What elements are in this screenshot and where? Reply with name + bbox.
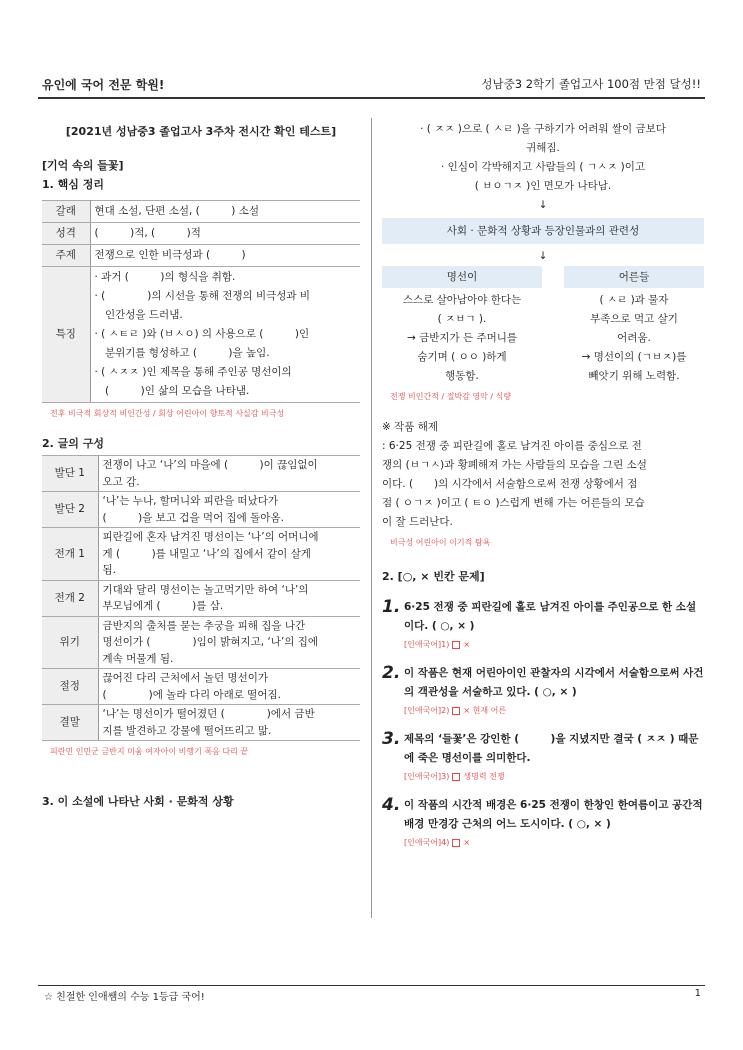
table-row [42,705,360,741]
row-content [98,580,360,616]
note-title: ※ 작품 해제 [382,421,439,433]
question-item [382,730,704,782]
table-row [42,669,360,705]
source-label: [인애국어]3) [404,772,450,781]
row-content [90,245,360,267]
flag-icon [452,839,460,847]
row-line: ‘나’는 누나, 할머니와 피란을 떠났다가 [102,495,279,507]
question-source [404,771,704,782]
flag-icon [452,641,460,649]
adults-head: 어른들 [564,266,704,288]
row-line: 분위기를 형성하고 ( )을 높임. [94,347,270,359]
question-text: 이 작품의 시간적 배경은 6·25 전쟁이 한창인 한여름이고 공간적 배경 만경강 근처의 어느 도시이다. ( ○, × ) [404,799,703,830]
row-label: 절정 [42,669,98,705]
footer-slogan: ☆ 친절한 인애쌤의 수능 1등급 국어! [44,992,205,1003]
myeongseon-head: 명선이 [382,266,542,288]
row-content [98,705,360,741]
question-text: 6·25 전쟁 중 피란길에 홀로 남겨진 아이를 주인공으로 한 소설이다. ( ○, × ) [404,601,697,632]
context-line: · ( ㅈㅈ )으로 ( ㅅㄹ )을 구하기가 어려워 쌀이 금보다 [420,123,666,135]
context-line: ( ㅂㅇㄱㅈ )인 면모가 나타남. [474,180,612,192]
context-line: · 인심이 각박해지고 사람들의 ( ㄱㅅㅈ )이고 [441,161,645,173]
question-item [382,598,704,650]
row-line: 기대와 달리 명선이는 놀고먹기만 하여 ‘나’의 [102,583,309,596]
row-line: 게 ( )를 내밀고 ‘나’의 집에서 같이 살게 [102,547,311,560]
question-list [382,598,704,848]
row-line: 인간성을 드러냄. [94,309,183,321]
page-number: 1 [694,988,701,999]
table-row [42,456,360,492]
adults-line: 어려움. [617,332,651,344]
table-row [42,528,360,581]
row-content [98,528,360,581]
down-arrow: ↓ [538,199,548,211]
row-content [90,223,360,245]
table-row [42,580,360,616]
structure-table [42,455,360,741]
work-title: [기억 속의 들꽃] [42,159,124,172]
row-label: 위기 [42,616,98,669]
row-line: 됨. [102,564,116,576]
myeongseon-box [382,266,542,386]
row-line: 계속 머물게 됨. [102,652,174,665]
row-line: · 과거 ( )의 형식을 취함. [94,271,236,283]
row-content [90,201,360,223]
question-item [382,796,704,848]
myeongseon-line: 행동함. [445,370,479,382]
left-column [42,118,360,809]
row-line: 명선이가 ( )임이 밝혀지고, ‘나’의 집에 [102,636,319,648]
question-body [404,796,704,848]
row-line: ‘나’는 명선이가 떨어졌던 ( )에서 금반 [102,708,315,720]
table-row [42,201,360,223]
section2-title: 2. 글의 구성 [42,437,104,450]
row-label: 발단 1 [42,456,98,492]
row-content [90,267,360,403]
row-label: 전개 1 [42,528,98,581]
question-source [404,705,704,716]
note-body [382,437,704,532]
note-answers: 비극성 어린아이 이기적 탐욕 [390,538,491,547]
character-compare [382,266,704,386]
section2-answers: 피란민 인민군 금반지 미움 여자아이 비행기 폭음 다리 끝 [50,747,249,756]
table-row [42,492,360,528]
row-content [98,456,360,492]
note-line: 쟁의 (ㅂㄱㅅ)과 황폐해져 가는 사람들의 모습을 그린 소설 [382,459,647,471]
question-number: 2. [382,663,401,683]
row-content [98,669,360,705]
row-line: 끊어진 다리 근처에서 놀던 명선이가 [102,672,268,684]
section1-answers: 전후 비극적 회상적 비인간성 / 회상 어린아이 향토적 사실감 비극성 [50,409,285,418]
row-line: ( )을 보고 겁을 먹어 집에 돌아옴. [102,511,284,524]
row-content [98,492,360,528]
row-label: 발단 2 [42,492,98,528]
row-content [98,616,360,669]
flag-icon [452,707,460,715]
section1-title: 1. 핵심 정리 [42,178,104,191]
down-arrow: ↓ [538,250,548,262]
row-line: 부모님에게 ( )를 삼. [102,600,224,612]
answer-key: 생명력 전쟁 [463,772,505,781]
context-lines [382,120,704,196]
test-title: [2021년 성남중3 졸업고사 3주차 전시간 확인 테스트] [65,125,337,138]
row-line: 지를 발견하고 강물에 떨어뜨리고 맒. [102,724,272,737]
note-line: : 6·25 전쟁 중 피란길에 홀로 남겨진 아이를 중심으로 전 [382,440,642,452]
answer-key: × [463,640,471,649]
question-number: 3. [382,729,401,749]
row-line: ( )에 놀라 다리 아래로 떨어짐. [102,688,281,701]
row-label: 결말 [42,705,98,741]
myeongseon-line: → 금반지가 든 주머니를 [406,332,518,344]
note-line: 이 잘 드러난다. [382,516,453,528]
header-academy: 유인에 국어 전문 학원! [42,78,165,92]
note-line: 이다. ( )의 시각에서 서술함으로써 전쟁 상황에서 점 [382,478,638,490]
row-label: 주제 [42,245,90,267]
header-goal: 성남중3 2학기 졸업고사 100점 만점 달성!! [481,77,701,91]
section3-title: 3. 이 소설에 나타난 사회 · 문화적 상황 [42,795,234,808]
row-line: ( )적, ( )적 [94,227,201,239]
row-label: 전개 2 [42,580,98,616]
context-line: 귀해짐. [526,142,560,154]
header-divider [38,97,705,99]
row-line: · ( ㅅㅌㄹ )와 (ㅂㅅㅇ) 의 사용으로 ( )인 [94,328,310,340]
question-number: 1. [382,597,401,617]
adults-line: ( ㅅㄹ )과 물자 [599,294,669,306]
row-line: · ( )의 시선을 통해 전쟁의 비극성과 비 [94,290,311,302]
question-source [404,837,704,848]
myeongseon-line: 숨기며 ( ㅇㅇ )하게 [417,351,507,363]
question-source [404,639,704,650]
question-number: 4. [382,795,401,815]
footer-divider [38,985,705,986]
question-body [404,664,704,716]
adults-line: → 명선이의 (ㄱㅂㅈ)를 [581,351,687,363]
row-line: 전쟁이 나고 ‘나’의 마을에 ( )이 끊임없이 [102,459,318,471]
ox-section-title: 2. [○, × 빈칸 문제] [382,570,485,583]
source-label: [인애국어]1) [404,640,450,649]
myeongseon-line: 스스로 살아남아야 한다는 [402,294,522,306]
adults-line: 부족으로 먹고 살기 [590,313,678,325]
source-label: [인애국어]4) [404,838,450,847]
context-answers: 전쟁 비인간적 / 절박감 영악 / 식량 [390,392,512,401]
adults-line: 빼앗기 위해 노력함. [588,370,680,382]
relation-box: 사회 · 문화적 상황과 등장인물과의 관련성 [382,218,704,244]
question-item [382,664,704,716]
row-label: 성격 [42,223,90,245]
row-line: 금반지의 출처를 묻는 추궁을 피해 집을 나간 [102,619,306,632]
row-line: 전쟁으로 인한 비극성과 ( ) [94,249,246,261]
question-body [404,730,704,782]
row-line: 현대 소설, 단편 소설, ( ) 소설 [94,205,259,217]
summary-table [42,200,360,403]
question-body [404,598,704,650]
source-label: [인애국어]2) [404,706,450,715]
table-row [42,223,360,245]
row-line: · ( ㅅㅈㅈ )인 제목을 통해 주인공 명선이의 [94,366,292,378]
table-row [42,267,360,403]
row-line: ( )인 삶의 모습을 나타냄. [94,385,250,397]
note-line: 점 ( ㅇㄱㅈ )이고 ( ㅌㅇ )스럽게 변해 가는 어른들의 모습 [382,497,645,509]
adults-box [564,266,704,386]
row-label: 갈래 [42,201,90,223]
question-text: 제목의 ‘들꽃’은 강인한 ( )을 지녔지만 결국 ( ㅈㅈ ) 때문에 죽은 명선이를 의미한다. [404,733,699,764]
right-column [382,118,704,848]
column-divider [371,118,372,918]
myeongseon-line: ( ㅈㅂㄱ ). [437,313,487,325]
row-line: 피란길에 혼자 남겨진 명선이는 ‘나’의 어머니에 [102,531,319,543]
flag-icon [452,773,460,781]
question-text: 이 작품은 현재 어린아이인 관찰자의 시각에서 서술함으로써 사건의 객관성을 서술하고 있다. ( ○, × ) [404,667,704,698]
row-line: 오고 감. [102,475,140,488]
table-row [42,616,360,669]
table-row [42,245,360,267]
row-label: 특징 [42,267,90,403]
answer-key: × [463,838,471,847]
answer-key: × 현재 어른 [463,706,507,715]
